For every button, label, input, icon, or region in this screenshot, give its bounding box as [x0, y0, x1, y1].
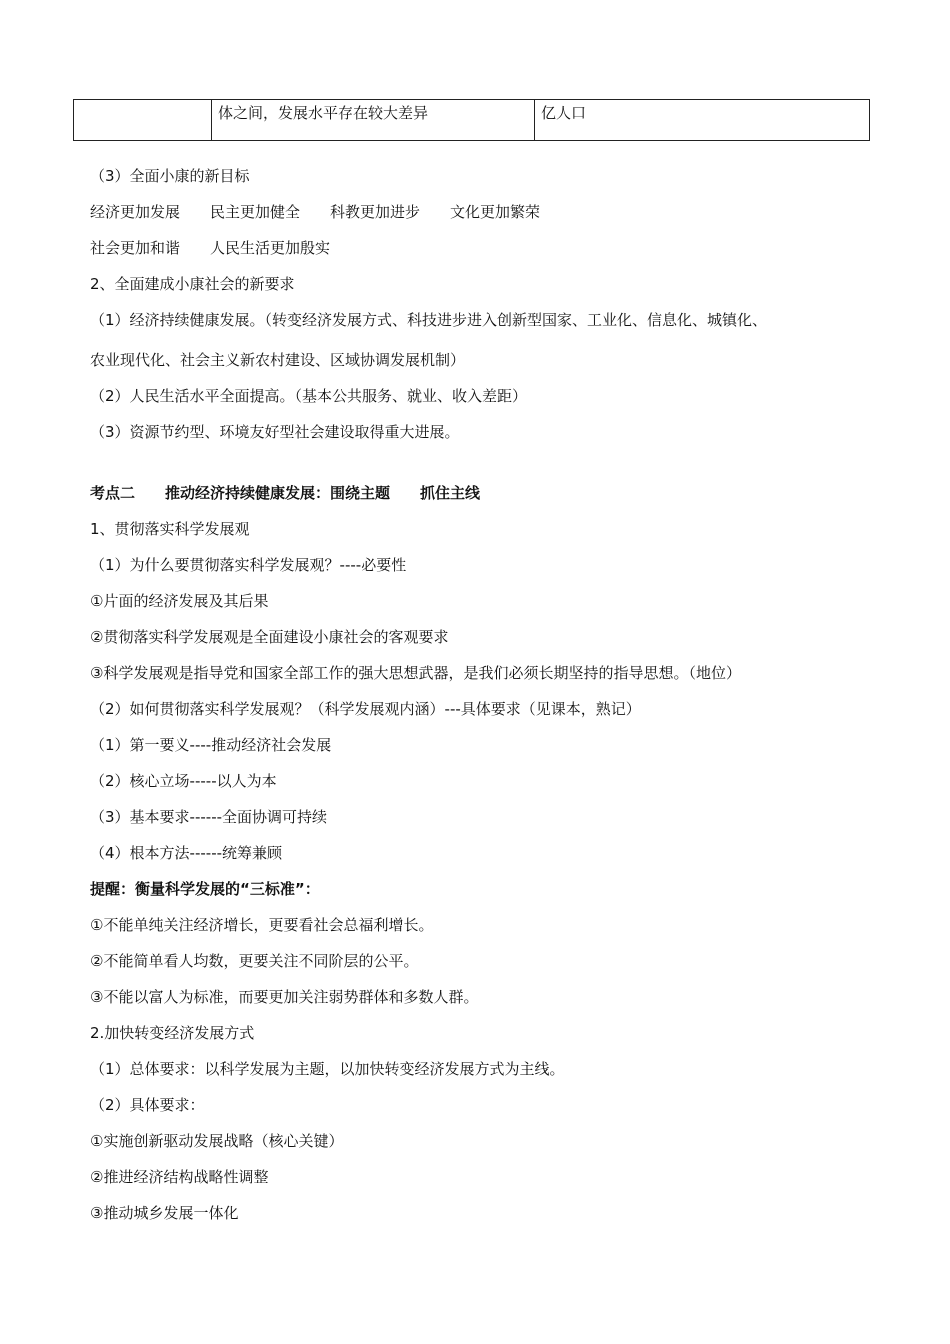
text-line: （2）如何贯彻落实科学发展观？（科学发展观内涵）---具体要求（见课本，熟记）: [90, 700, 641, 718]
text-line: 经济更加发展 民主更加健全 科教更加进步 文化更加繁荣: [90, 203, 541, 221]
text-line: （1）经济持续健康发展。（转变经济发展方式、科技进步进入创新型国家、工业化、信息化、城镇化、: [90, 311, 768, 329]
text-line: ②不能简单看人均数，更要关注不同阶层的公平。: [90, 952, 419, 970]
text-line: （2）人民生活水平全面提高。（基本公共服务、就业、收入差距）: [90, 387, 528, 405]
text-line: ②贯彻落实科学发展观是全面建设小康社会的客观要求: [90, 628, 449, 646]
text-line: 1、贯彻落实科学发展观: [90, 520, 250, 538]
table-row: [74, 100, 870, 141]
text-line: 农业现代化、社会主义新农村建设、区域协调发展机制）: [90, 351, 466, 369]
text-line: ②推进经济结构战略性调整: [90, 1168, 269, 1186]
text-line: （3）全面小康的新目标: [90, 167, 250, 185]
text-line: （1）第一要义----推动经济社会发展: [90, 736, 332, 754]
text-line: （2）核心立场-----以人为本: [90, 772, 277, 790]
text-line: （4）根本方法------统筹兼顾: [90, 844, 283, 862]
section-heading: 考点二 推动经济持续健康发展：围绕主题 抓住主线: [90, 484, 481, 502]
table-cell: 亿人口: [535, 100, 870, 141]
text-line: ①片面的经济发展及其后果: [90, 592, 269, 610]
table-cell: 体之间，发展水平存在较大差异: [212, 100, 535, 141]
text-line: （3）基本要求------全面协调可持续: [90, 808, 328, 826]
text-line: （3）资源节约型、环境友好型社会建设取得重大进展。: [90, 423, 460, 441]
text-line: （1）为什么要贯彻落实科学发展观？----必要性: [90, 556, 407, 574]
text-line: ①实施创新驱动发展战略（核心关键）: [90, 1132, 344, 1150]
reminder-heading: 提醒：衡量科学发展的“三标准”：: [90, 880, 320, 898]
text-line: 社会更加和谐 人民生活更加殷实: [90, 239, 331, 257]
text-line: 2、全面建成小康社会的新要求: [90, 275, 295, 293]
text-line: ③推动城乡发展一体化: [90, 1204, 239, 1222]
text-line: 2.加快转变经济发展方式: [90, 1024, 255, 1042]
text-line: ③不能以富人为标准，而要更加关注弱势群体和多数人群。: [90, 988, 479, 1006]
text-line: ①不能单纯关注经济增长，更要看社会总福利增长。: [90, 916, 434, 934]
table-fragment: [73, 99, 870, 141]
text-line: （2）具体要求：: [90, 1096, 205, 1114]
text-line: （1）总体要求：以科学发展为主题，以加快转变经济发展方式为主线。: [90, 1060, 565, 1078]
text-line: ③科学发展观是指导党和国家全部工作的强大思想武器，是我们必须长期坚持的指导思想。（地位）: [90, 664, 741, 682]
table-cell: [74, 100, 212, 141]
